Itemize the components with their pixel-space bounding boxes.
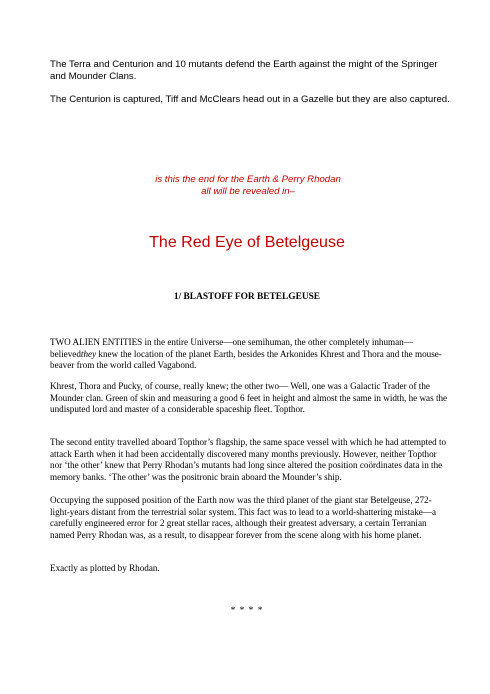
intro-line-1: The Terra and Centurion and 10 mutants defend the Earth against the might of the Springer and Mounder Clans.: [50, 59, 438, 82]
paragraph-1-emphasis: they: [80, 348, 97, 359]
paragraph-1: [50, 337, 450, 372]
teaser-line-2: all will be revealed in–: [201, 185, 295, 197]
paragraph-3: The second entity travelled aboard Topthor’s flagship, the same space vessel with which he had attempted to attack Earth when it had been accidentally discovered many months previously. However, neither Topthor nor ‘the other’ knew that Perry Rhodan’s mutants had long since altered the position coördinates data in the memory banks. ‘The other’ was the positronic brain aboard the Mounder’s ship.: [50, 437, 447, 482]
paragraph-2: Khrest, Thora and Pucky, of course, really knew; the other two— Well, one was a Galactic Trader of the Mounder clan. Green of skin and measuring a good 6 feet in height and almost the same in width, he was the undisputed lord and master of a considerable spaceship fleet. Topthor.: [50, 381, 448, 415]
teaser-line-1: is this the end for the Earth & Perry Rhodan: [155, 174, 341, 185]
section-separator: * * * *: [230, 606, 264, 616]
paragraph-1-start: TWO ALIEN ENTITIES in the entire Universe—one semihuman, the other completely inhuman—believed: [50, 337, 413, 359]
paragraph-4: Occupying the supposed position of the Earth now was the third planet of the giant star Betelgeuse, 272-light-years distant from the terrestrial solar system. This fact was to lead to a world-shattering mistake—a carefully engineered error for 2 great stellar races, although their greatest adversary, a certain Terranian named Perry Rhodan was, as a result, to disappear forever from the scene along with his home planet.: [50, 495, 437, 540]
intro-line-2: The Centurion is captured, Tiff and McClears head out in a Gazelle but they are also captured.: [50, 94, 450, 105]
chapter-heading: 1/ BLASTOFF FOR BETELGEUSE: [173, 292, 321, 302]
paragraph-5: Exactly as plotted by Rhodan.: [50, 563, 160, 573]
paragraph-1-end: knew the location of the planet Earth, besides the Arkonides Khrest and Thora and the mouse-beaver from the world called Vagabond.: [50, 348, 442, 371]
story-title: The Red Eye of Betelgeuse: [149, 234, 345, 251]
teaser-text: [50, 174, 446, 197]
